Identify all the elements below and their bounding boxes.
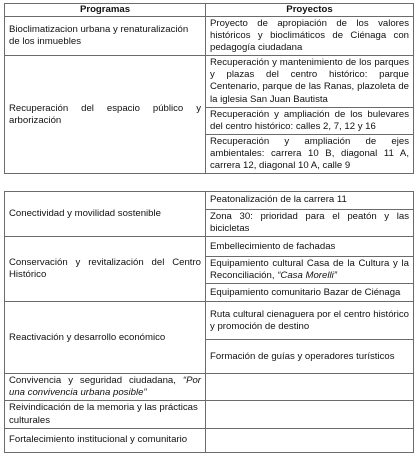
project-text: Equipamiento cultural Casa de la Cultura y la Reconciliación, [210,258,409,282]
table-row [5,374,414,401]
project-cell: Peatonalización de la carrera 11 [206,192,414,210]
table-row [5,192,414,210]
header-row [5,4,414,17]
project-cell: Embellecimiento de fachadas [206,237,414,257]
program-cell: Bioclimatizacion urbana y renaturalización de los inmuebles [5,17,206,56]
program-cell: Conectividad y movilidad sostenible [5,192,206,237]
table-row [5,56,414,107]
header-projects: Proyectos [206,4,414,17]
programs-projects-table-1 [4,3,414,174]
table-row [5,401,414,428]
program-text: Convivencia y seguridad ciudadana, [9,375,183,387]
program-cell [5,374,206,401]
program-cell: Recuperación del espacio público y arborización [5,56,206,174]
project-cell: Zona 30: prioridad para el peatón y las bicicletas [206,210,414,237]
table-row [5,237,414,257]
project-cell: Equipamiento comunitario Bazar de Ciénaga [206,284,414,302]
project-cell: Recuperación y ampliación de ejes ambientales: carrera 10 B, diagonal 11 A, carrera 12, diagonal 10 A, calle 9 [206,134,414,173]
header-programs: Programas [5,4,206,17]
program-cell: Reactivación y desarrollo económico [5,302,206,374]
project-cell-empty [206,428,414,452]
program-cell: Fortalecimiento institucional y comunitario [5,428,206,452]
project-cell: Recuperación y mantenimiento de los parques y plazas del centro histórico: parque Centenario, parque de las Ranas, plazoleta de la iglesia San Juan Bautista [206,56,414,107]
table-row [5,428,414,452]
project-cell [206,257,414,284]
program-cell: Reivindicación de la memoria y las prácticas culturales [5,401,206,428]
program-text-italic: “Por una convivencia urbana posible” [9,375,201,399]
project-text-italic: “Casa Morelli” [277,270,337,282]
project-cell-empty [206,374,414,401]
project-cell: Formación de guías y operadores turísticos [206,340,414,374]
project-cell: Proyecto de apropiación de los valores históricos y bioclimáticos de Ciénaga con pedagogía ciudadana [206,17,414,56]
programs-projects-table-2 [4,191,414,453]
table-row [5,17,414,56]
project-cell: Ruta cultural cienaguera por el centro histórico y promoción de destino [206,302,414,340]
project-cell: Recuperación y ampliación de los bulevares del centro histórico: calles 2, 7, 12 y 16 [206,107,414,134]
table-row [5,302,414,340]
project-cell-empty [206,401,414,428]
program-cell: Conservación y revitalización del Centro Histórico [5,237,206,302]
